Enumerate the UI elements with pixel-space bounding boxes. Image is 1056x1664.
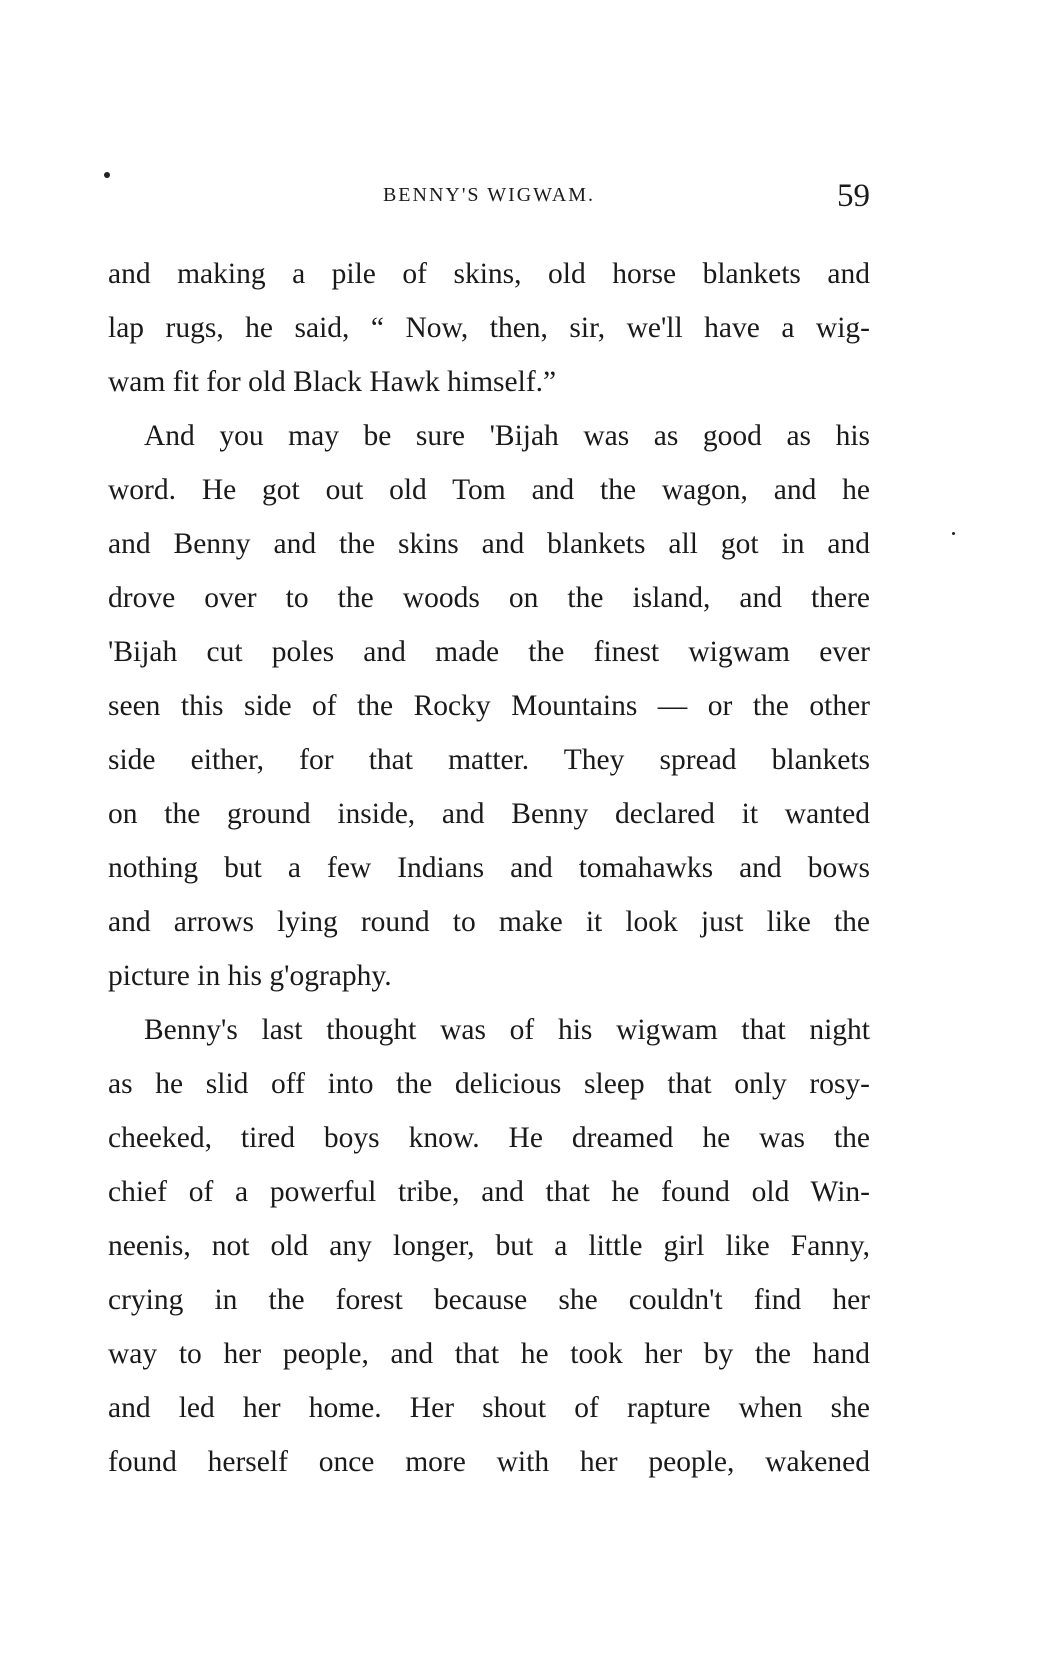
text-line: way to her people, and that he took her by the hand [108, 1338, 870, 1370]
text-line: wam fit for old Black Hawk himself.” [108, 366, 557, 398]
text-line: And you may be sure 'Bijah was as good as his [144, 420, 870, 452]
text-line: and led her home. Her shout of rapture when she [108, 1392, 870, 1424]
text-line: cheeked, tired boys know. He dreamed he was the [108, 1122, 870, 1154]
text-line: drove over to the woods on the island, and there [108, 582, 870, 614]
running-head: BENNY'S WIGWAM. [382, 184, 596, 206]
page-header [108, 178, 870, 228]
page-number: 59 [837, 178, 870, 214]
text-line: picture in his g'ography. [108, 960, 392, 992]
text-line: and Benny and the skins and blankets all got in and [108, 528, 870, 560]
text-line: side either, for that matter. They spread blankets [108, 744, 870, 776]
text-line: seen this side of the Rocky Mountains — or the other [108, 690, 870, 722]
text-line: word. He got out old Tom and the wagon, and he [108, 474, 870, 506]
text-line: chief of a powerful tribe, and that he found old Win- [108, 1176, 870, 1208]
text-line: neenis, not old any longer, but a little girl like Fanny, [108, 1230, 870, 1262]
text-line: as he slid off into the delicious sleep that only rosy- [108, 1068, 870, 1100]
text-line: and making a pile of skins, old horse blankets and [108, 258, 870, 290]
text-line: lap rugs, he said, “ Now, then, sir, we'll have a wig- [108, 312, 870, 344]
text-line: found herself once more with her people, wakened [108, 1446, 870, 1478]
text-line: Benny's last thought was of his wigwam that night [144, 1014, 870, 1046]
text-line: and arrows lying round to make it look just like the [108, 906, 870, 938]
text-line: nothing but a few Indians and tomahawks and bows [108, 852, 870, 884]
text-line: on the ground inside, and Benny declared it wanted [108, 798, 870, 830]
text-line: 'Bijah cut poles and made the finest wigwam ever [108, 636, 870, 668]
ink-speck [952, 532, 955, 535]
text-line: crying in the forest because she couldn't find her [108, 1284, 870, 1316]
body-text [108, 247, 870, 1489]
